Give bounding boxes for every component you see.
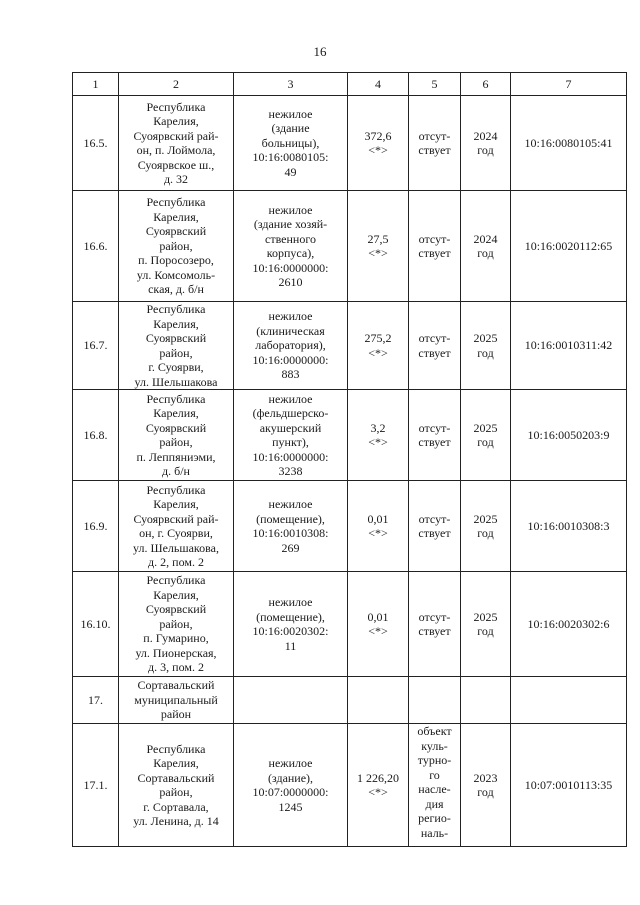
table-row [73, 724, 627, 847]
area-cell: 0,01 <*> [348, 481, 409, 572]
object-type-cell: нежилое (клиническая лаборатория), 10:16:0000000: 883 [234, 302, 348, 390]
area-cell: 372,6 <*> [348, 96, 409, 191]
cadastral-number-cell: 10:16:0010311:42 [511, 302, 627, 390]
object-type-cell [234, 677, 348, 724]
status-cell [409, 677, 461, 724]
area-cell: 27,5 <*> [348, 191, 409, 302]
address-cell: Республика Карелия, Суоярвский район, п. Поросозеро, ул. Комсомоль- ская, д. б/н [119, 191, 234, 302]
object-type-cell: нежилое (здание), 10:07:0000000: 1245 [234, 724, 348, 847]
page-number: 16 [313, 44, 327, 59]
object-type-cell: нежилое (здание хозяй- ственного корпуса), 10:16:0000000: 2610 [234, 191, 348, 302]
row-number: 16.7. [73, 302, 119, 390]
cadastral-number-cell [511, 677, 627, 724]
address-cell: Республика Карелия, Суоярвский район, г. Суоярви, ул. Шельшакова [119, 302, 234, 390]
table-row [73, 302, 627, 390]
cadastral-number-cell: 10:16:0050203:9 [511, 390, 627, 481]
area-cell: 275,2 <*> [348, 302, 409, 390]
row-number: 16.6. [73, 191, 119, 302]
area-cell [348, 677, 409, 724]
year-cell: 2025 год [461, 390, 511, 481]
row-number: 16.5. [73, 96, 119, 191]
status-cell: отсут- ствует [409, 191, 461, 302]
column-header: 7 [511, 73, 627, 96]
cadastral-number-cell: 10:16:0020112:65 [511, 191, 627, 302]
area-cell: 1 226,20 <*> [348, 724, 409, 847]
column-header: 3 [234, 73, 348, 96]
table-row [73, 677, 627, 724]
area-cell: 3,2 <*> [348, 390, 409, 481]
address-cell: Республика Карелия, Суоярвский рай- он, г. Суоярви, ул. Шельшакова, д. 2, пом. 2 [119, 481, 234, 572]
cadastral-number-cell: 10:16:0020302:6 [511, 572, 627, 677]
status-cell: отсут- ствует [409, 572, 461, 677]
year-cell: 2025 год [461, 481, 511, 572]
status-cell: отсут- ствует [409, 390, 461, 481]
object-type-cell: нежилое (фельдшерско- акушерский пункт), 10:16:0000000: 3238 [234, 390, 348, 481]
column-header: 1 [73, 73, 119, 96]
property-table [72, 72, 627, 847]
table-row [73, 96, 627, 191]
row-number: 16.10. [73, 572, 119, 677]
object-type-cell: нежилое (помещение), 10:16:0010308: 269 [234, 481, 348, 572]
column-header: 4 [348, 73, 409, 96]
year-cell: 2024 год [461, 191, 511, 302]
object-type-cell: нежилое (здание больницы), 10:16:0080105: 49 [234, 96, 348, 191]
status-cell: отсут- ствует [409, 481, 461, 572]
column-header: 5 [409, 73, 461, 96]
cadastral-number-cell: 10:16:0080105:41 [511, 96, 627, 191]
cadastral-number-cell: 10:07:0010113:35 [511, 724, 627, 847]
table-header-row [73, 73, 627, 96]
year-cell: 2024 год [461, 96, 511, 191]
object-type-cell: нежилое (помещение), 10:16:0020302: 11 [234, 572, 348, 677]
status-cell: отсут- ствует [409, 96, 461, 191]
address-cell: Республика Карелия, Сортавальский район, г. Сортавала, ул. Ленина, д. 14 [119, 724, 234, 847]
status-cell: объект куль- турно- го насле- дия регио- наль- [409, 724, 461, 847]
address-cell: Республика Карелия, Суоярвский район, п. Гумарино, ул. Пионерская, д. 3, пом. 2 [119, 572, 234, 677]
year-cell: 2023 год [461, 724, 511, 847]
column-header: 6 [461, 73, 511, 96]
district-heading-cell: Сортавальский муниципальный район [119, 677, 234, 724]
table-row [73, 390, 627, 481]
year-cell: 2025 год [461, 302, 511, 390]
row-number: 17. [73, 677, 119, 724]
area-cell: 0,01 <*> [348, 572, 409, 677]
column-header: 2 [119, 73, 234, 96]
table-row [73, 481, 627, 572]
row-number: 16.8. [73, 390, 119, 481]
year-cell: 2025 год [461, 572, 511, 677]
status-cell: отсут- ствует [409, 302, 461, 390]
cadastral-number-cell: 10:16:0010308:3 [511, 481, 627, 572]
table-row [73, 572, 627, 677]
row-number: 17.1. [73, 724, 119, 847]
row-number: 16.9. [73, 481, 119, 572]
table-row [73, 191, 627, 302]
address-cell: Республика Карелия, Суоярвский район, п. Леппяниэми, д. б/н [119, 390, 234, 481]
year-cell [461, 677, 511, 724]
address-cell: Республика Карелия, Суоярвский рай- он, п. Лоймола, Суоярвское ш., д. 32 [119, 96, 234, 191]
